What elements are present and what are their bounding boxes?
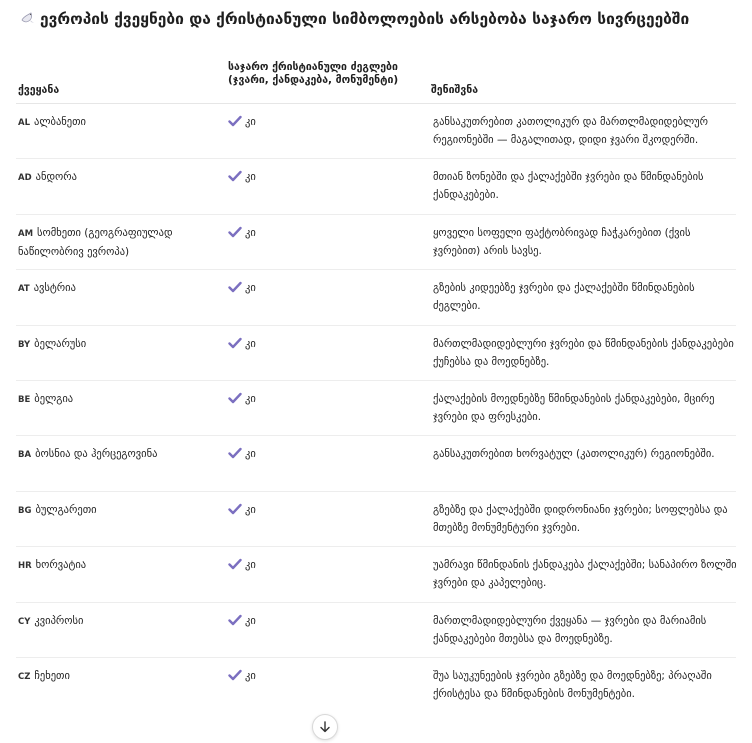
table-row xyxy=(16,547,736,602)
note-cell: მართლმადიდებლური ქვეყანა — ჯვრები და მარიამის ქანდაკებები მთებსა და მოედნებზე. xyxy=(433,614,707,645)
country-code: AT xyxy=(18,284,30,295)
check-icon xyxy=(228,392,242,404)
country-cell xyxy=(18,445,203,464)
country-cell xyxy=(18,113,203,132)
country-cell xyxy=(18,556,203,575)
symbols-cell xyxy=(228,612,256,630)
symbols-cell xyxy=(228,224,256,242)
country-code: AM xyxy=(18,228,34,239)
country-name: ბოსნია და ჰერცეგოვინა xyxy=(35,448,158,461)
symbols-value: კი xyxy=(245,282,256,295)
country-name: ბელგია xyxy=(34,392,74,405)
country-code: AD xyxy=(18,173,32,184)
check-icon xyxy=(228,503,242,515)
symbols-value: კი xyxy=(245,392,256,405)
check-icon xyxy=(228,170,242,182)
country-cell xyxy=(18,667,203,686)
scroll-down-button[interactable] xyxy=(312,714,338,740)
note-cell: მართლმადიდებლური ჯვრები და წმინდანების ქანდაკებები ქუჩებსა და მოედნებზე. xyxy=(433,337,734,368)
symbols-value: კი xyxy=(245,669,256,682)
check-icon xyxy=(228,614,242,626)
country-name: ბელარუსი xyxy=(34,337,87,350)
symbols-value: კი xyxy=(245,116,256,128)
table-row xyxy=(16,658,736,713)
check-icon xyxy=(228,558,242,570)
note-cell: მთიან ზონებში და ქალაქებში ჯვრები და წმინდანების ქანდაკებები. xyxy=(433,171,704,202)
table-row xyxy=(16,104,736,159)
country-cell xyxy=(18,612,203,631)
check-icon xyxy=(228,447,242,459)
note-cell: განსაკუთრებით ხორვატულ (კათოლიკურ) რეგიონებში. xyxy=(433,448,715,461)
table-row xyxy=(16,603,736,658)
note-cell: განსაკუთრებით კათოლიკურ და მართლმადიდებლურ რეგიონებში — მაგალითად, დიდი ჯვარი შკოდერში. xyxy=(433,116,709,146)
note-cell: ქალაქების მოედნებზე წმინდანების ქანდაკებები, მცირე ჯვრები და ფრესკები. xyxy=(433,392,715,423)
table-row xyxy=(16,381,736,436)
symbols-cell xyxy=(228,113,256,131)
note-cell: გზებზე და ქალაქებში დიდრონიანი ჯვრები; სოფლებსა და მთებზე მონუმენტური ჯვრები. xyxy=(433,503,728,534)
country-cell xyxy=(18,224,203,261)
country-name: სომხეთი (გეოგრაფიულად ნაწილობრივ ევროპა) xyxy=(18,226,173,258)
symbols-value: კი xyxy=(245,337,256,350)
country-cell xyxy=(18,390,203,409)
table-row xyxy=(16,492,736,547)
country-code: BE xyxy=(18,394,31,405)
symbols-value: კი xyxy=(245,448,256,461)
note-cell: შუა საუკუნეების ჯვრები გზებზე და მოედნებზე; პრაღაში ქრისტესა და წმინდანების მონუმენტები. xyxy=(433,669,712,700)
symbols-value: კი xyxy=(245,503,256,516)
symbols-cell xyxy=(228,445,256,463)
symbols-cell xyxy=(228,390,256,408)
country-name: ბულგარეთი xyxy=(35,503,97,516)
symbols-value: კი xyxy=(245,614,256,627)
country-name: ავსტრია xyxy=(33,282,76,295)
country-code: BA xyxy=(18,450,32,461)
note-cell: გზების კიდეებზე ჯვრები და ქალაქებში წმინდანების ძეგლები. xyxy=(433,282,695,313)
symbols-cell xyxy=(228,279,256,297)
symbols-cell xyxy=(228,501,256,519)
symbols-cell xyxy=(228,556,256,574)
table-body xyxy=(16,104,736,713)
symbols-cell xyxy=(228,168,256,186)
country-name: ხორვატია xyxy=(35,559,87,572)
country-code: AL xyxy=(18,118,30,128)
check-icon xyxy=(228,669,242,681)
check-icon xyxy=(228,337,242,349)
country-code: BY xyxy=(18,339,31,350)
symbols-value: კი xyxy=(245,171,256,184)
country-name: კვიპროსი xyxy=(34,614,84,627)
country-code: CY xyxy=(18,616,31,627)
table-row xyxy=(16,326,736,381)
country-name: ჩეხეთი xyxy=(34,669,70,682)
check-icon xyxy=(228,226,242,238)
check-icon xyxy=(228,115,242,127)
table-row xyxy=(16,215,736,270)
page-title xyxy=(20,8,720,31)
symbols-cell xyxy=(228,667,256,685)
country-cell xyxy=(18,168,203,187)
check-icon xyxy=(228,281,242,293)
note-cell: უამრავი წმინდანის ქანდაკება ქალაქებში; სანაპირო ზოლში ჯვრები და კაპელებიც. xyxy=(433,559,737,590)
country-code: CZ xyxy=(18,671,31,682)
arrow-down-icon xyxy=(319,721,331,733)
countries-table xyxy=(16,60,736,713)
country-code: BG xyxy=(18,505,32,516)
table-header xyxy=(16,60,736,104)
symbols-cell xyxy=(228,335,256,353)
country-cell xyxy=(18,335,203,354)
note-cell: ყოველი სოფელი ფაქტობრივად ჩაჭკარებით (ქვის ჯვრებით) არის სავსე. xyxy=(433,226,691,257)
country-name: ალბანეთი xyxy=(34,116,86,128)
page-title-text: ევროპის ქვეყნები და ქრისტიანული სიმბოლოების არსებობა საჯარო სივრცეებში xyxy=(40,10,690,28)
dove-icon xyxy=(20,10,36,26)
table-row xyxy=(16,159,736,214)
country-cell xyxy=(18,279,203,298)
symbols-value: კი xyxy=(245,226,256,239)
header-notes: შენიშვნა xyxy=(431,84,479,96)
symbols-value: კი xyxy=(245,559,256,572)
header-country: ქვეყანა xyxy=(18,84,60,96)
country-name: ანდორა xyxy=(35,171,77,184)
country-code: HR xyxy=(18,561,32,572)
table-row xyxy=(16,436,736,491)
table-row xyxy=(16,270,736,325)
header-symbols: საჯარო ქრისტიანული ძეგლები (ჯვარი, ქანდაკება, მონუმენტი) xyxy=(228,61,399,86)
country-cell xyxy=(18,501,203,520)
